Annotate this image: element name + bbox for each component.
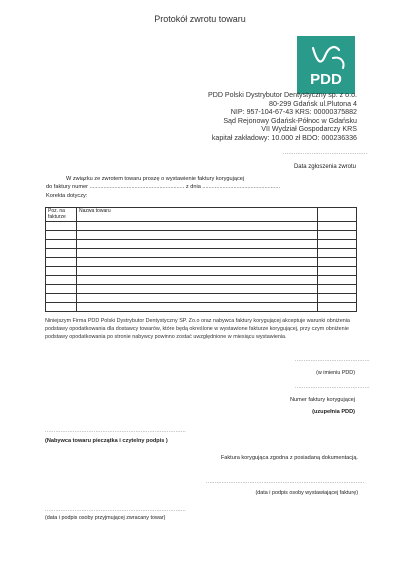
company-department: VII Wydział Gospodarczy KRS bbox=[261, 125, 357, 134]
buyer-signature-line[interactable]: ................................................................................. bbox=[45, 428, 187, 434]
company-info bbox=[117, 91, 357, 143]
table-cell[interactable] bbox=[77, 303, 318, 312]
table-cell[interactable] bbox=[46, 276, 77, 285]
header-position: Poz. na fakturze bbox=[46, 208, 77, 222]
items-table bbox=[45, 207, 357, 312]
table-row bbox=[46, 222, 357, 231]
invoice-number-note: (uzupełnia PDD) bbox=[312, 409, 355, 415]
table-cell[interactable] bbox=[77, 276, 318, 285]
table-row bbox=[46, 276, 357, 285]
table-cell[interactable] bbox=[46, 231, 77, 240]
table-cell[interactable] bbox=[46, 240, 77, 249]
company-court: Sąd Rejonowy Gdańsk-Północ w Gdańsku bbox=[223, 116, 357, 125]
table-row bbox=[46, 249, 357, 258]
invoice-number-line[interactable]: ........................................... bbox=[295, 384, 370, 390]
company-name: PDD Polski Dystrybutor Dentystyczny sp. z o.o. bbox=[207, 91, 357, 99]
table-cell[interactable] bbox=[77, 231, 318, 240]
table-cell[interactable] bbox=[77, 249, 318, 258]
invoice-number-label: Numer faktury korygującej bbox=[290, 397, 355, 403]
receiver-signature-line[interactable]: ................................................................................. bbox=[45, 507, 187, 513]
table-cell[interactable] bbox=[318, 294, 357, 303]
header-product-name: Nazwa towaru bbox=[77, 208, 318, 222]
table-row bbox=[46, 285, 357, 294]
table-cell[interactable] bbox=[77, 294, 318, 303]
pdd-logo-icon bbox=[297, 36, 355, 94]
issuer-signature-line[interactable]: ........................................................................................... bbox=[206, 479, 365, 485]
table-cell[interactable] bbox=[318, 222, 357, 231]
correction-label: Korekta dotyczy: bbox=[46, 193, 88, 199]
company-address: 80-299 Gdańsk ul.Plutona 4 bbox=[269, 99, 357, 108]
document-title: Protokół zwrotu towaru bbox=[154, 14, 246, 24]
table-row bbox=[46, 303, 357, 312]
table-row bbox=[46, 231, 357, 240]
receiver-signature-label: (data i podpis osoby przyjmującej zwracany towar) bbox=[45, 515, 166, 521]
table-cell[interactable] bbox=[318, 240, 357, 249]
table-cell[interactable] bbox=[46, 258, 77, 267]
table-cell[interactable] bbox=[46, 303, 77, 312]
table-row bbox=[46, 267, 357, 276]
table-cell[interactable] bbox=[77, 222, 318, 231]
table-cell[interactable] bbox=[318, 231, 357, 240]
table-cell[interactable] bbox=[46, 222, 77, 231]
table-cell[interactable] bbox=[77, 285, 318, 294]
pdd-signature-line[interactable]: ........................................... bbox=[295, 357, 370, 363]
company-capital: kapitał zakładowy: 10.000 zł BDO: 000236336 bbox=[211, 133, 357, 142]
table-cell[interactable] bbox=[318, 303, 357, 312]
table-row bbox=[46, 294, 357, 303]
buyer-signature-label: (Nabywca towaru pieczątka i czytelny podpis ) bbox=[45, 438, 168, 444]
company-nip: NIP: 957-104-67-43 KRS: 00000375882 bbox=[230, 108, 357, 117]
intro-request: W związku ze zwrotem towaru proszę o wystawienie faktury korygującej bbox=[66, 176, 245, 182]
table-cell[interactable] bbox=[46, 249, 77, 258]
table-cell[interactable] bbox=[77, 258, 318, 267]
acceptance-paragraph: Niniejszym Firma PDD Polski Dystrybutor Dentystyczny SP. Zo.o oraz nabywca faktury korygującej akceptuje warunki obniżenia podstawy opodatkowania dla dostawcy towarów, które będą określone w wystawione fakturze korygującej, przy czym obniżenie podstawy opodatkowania po stronie nabywcy powinno zostać uwzględnione w miesiącu wystawienia. bbox=[45, 318, 350, 340]
table-row bbox=[46, 258, 357, 267]
table-cell[interactable] bbox=[318, 258, 357, 267]
table-cell[interactable] bbox=[46, 285, 77, 294]
issuer-signature-label: (data i podpis osoby wystawiającej fakturę) bbox=[255, 490, 358, 496]
table-header-row bbox=[46, 208, 357, 222]
table-cell[interactable] bbox=[46, 267, 77, 276]
date-field-line[interactable]: ............................................... bbox=[283, 150, 368, 156]
table-cell[interactable] bbox=[318, 249, 357, 258]
pdd-signature-label: (w imieniu PDD) bbox=[316, 370, 355, 376]
table-cell[interactable] bbox=[77, 267, 318, 276]
intro-invoice-fields[interactable]: do faktury numer ............................................................. z dnia .................................................. bbox=[46, 184, 281, 190]
table-row bbox=[46, 240, 357, 249]
header-extra bbox=[318, 208, 357, 222]
table-cell[interactable] bbox=[77, 240, 318, 249]
table-cell[interactable] bbox=[318, 267, 357, 276]
date-field-label: Data zgłoszenia zwrotu bbox=[293, 164, 356, 170]
table-cell[interactable] bbox=[318, 285, 357, 294]
correction-statement: Faktura korygująca zgodna z posiadaną dokumentacją. bbox=[220, 455, 358, 461]
table-cell[interactable] bbox=[46, 294, 77, 303]
table-cell[interactable] bbox=[318, 276, 357, 285]
logo-text: PDD bbox=[310, 71, 342, 88]
